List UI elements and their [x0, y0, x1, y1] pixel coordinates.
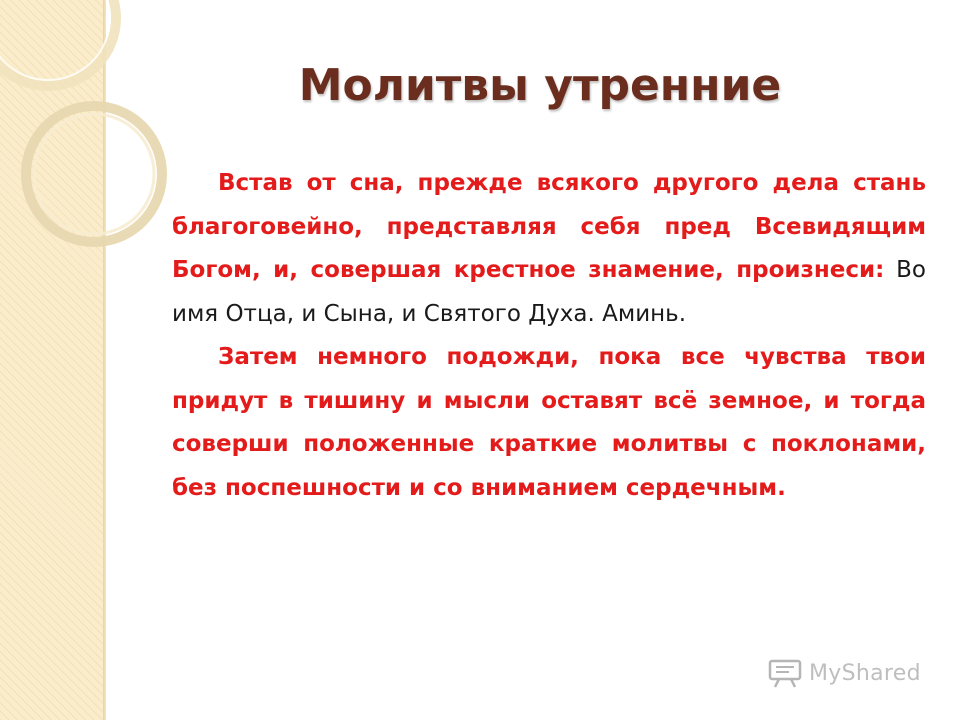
paragraph-1-instruction: Встав от сна, прежде всякого другого дела стань благоговейно, представляя себя пред Всевидящим Богом, и, совершая крестное знамение, произнеси:	[172, 170, 926, 283]
paragraph-1	[172, 162, 926, 336]
paragraph-2	[172, 336, 926, 510]
myshared-watermark	[767, 655, 921, 691]
slide-title: Молитвы утренние	[298, 60, 782, 111]
paragraph-2-instruction: Затем немного подожди, пока все чувства твои придут в тишину и мысли оставят всё земное, и тогда соверши положенные краткие молитвы с поклонами, без поспешности и со вниманием сердечным.	[172, 344, 926, 501]
prayer-instructions	[172, 162, 926, 510]
watermark-text: MyShared	[809, 660, 921, 686]
presentation-board-icon	[767, 658, 803, 688]
paragraph-1-prayer-formula: Во имя Отца, и Сына, и Святого Духа. Аминь.	[172, 257, 926, 327]
